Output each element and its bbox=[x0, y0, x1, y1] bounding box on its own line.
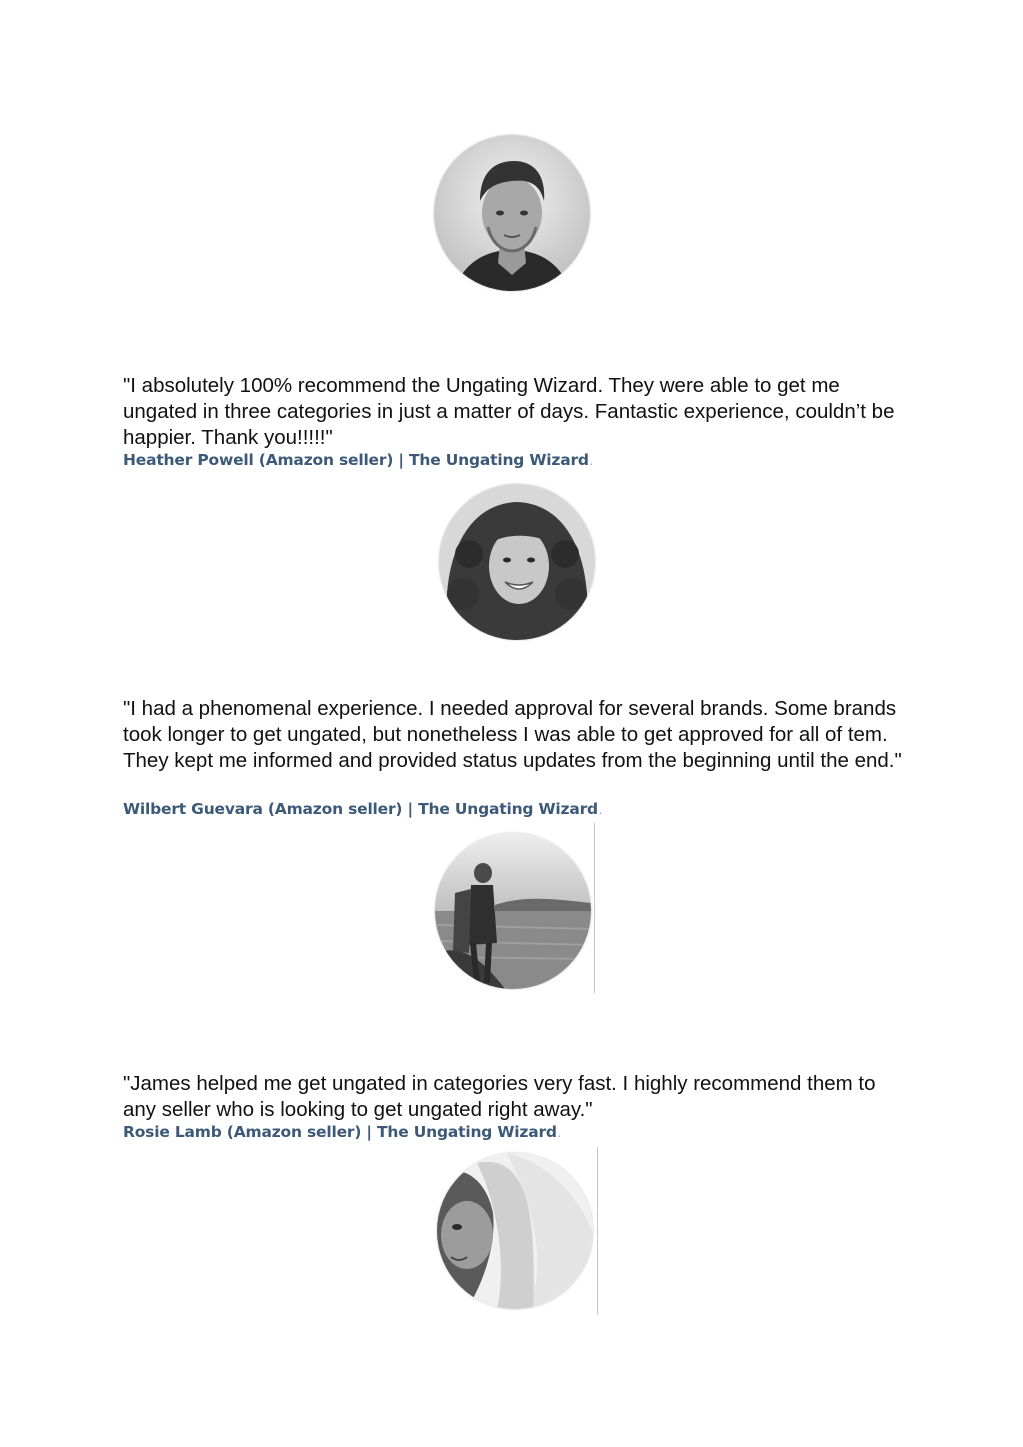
testimonial-quote: "I absolutely 100% recommend the Ungating Wizard. They were able to get me ungated in three categories in just a matter of days. Fantastic experience, couldn’t be happier. Thank you!!!!!" bbox=[123, 374, 895, 449]
testimonial-quote: "James helped me get ungated in categories very fast. I highly recommend them to any seller who is looking to get ungated right away." bbox=[123, 1072, 876, 1121]
vertical-divider bbox=[594, 823, 595, 993]
person-by-lake-photo-icon bbox=[435, 833, 591, 989]
man-portrait-photo-icon bbox=[434, 135, 590, 291]
author-name: Rosie Lamb (Amazon seller) | The Ungating Wizard bbox=[123, 1123, 557, 1141]
woman-side-profile-photo-icon bbox=[437, 1153, 593, 1309]
author-name: Heather Powell (Amazon seller) | The Ungating Wizard bbox=[123, 451, 589, 469]
author-name: Wilbert Guevara (Amazon seller) | The Ungating Wizard bbox=[123, 800, 598, 818]
testimonial-author bbox=[123, 1123, 561, 1141]
testimonial-author bbox=[123, 800, 602, 818]
testimonial-quote: "I had a phenomenal experience. I needed approval for several brands. Some brands took longer to get ungated, but nonetheless I was able to get approved for all of tem. They kept me informed and provided status updates from the beginning until the end." bbox=[123, 697, 902, 772]
testimonial-author bbox=[123, 451, 593, 469]
woman-curly-hair-portrait-photo-icon bbox=[439, 484, 595, 640]
vertical-divider bbox=[597, 1147, 598, 1315]
trailing-dot: . bbox=[557, 1130, 561, 1139]
trailing-dot: . bbox=[589, 458, 593, 467]
trailing-dot: . bbox=[598, 807, 602, 816]
